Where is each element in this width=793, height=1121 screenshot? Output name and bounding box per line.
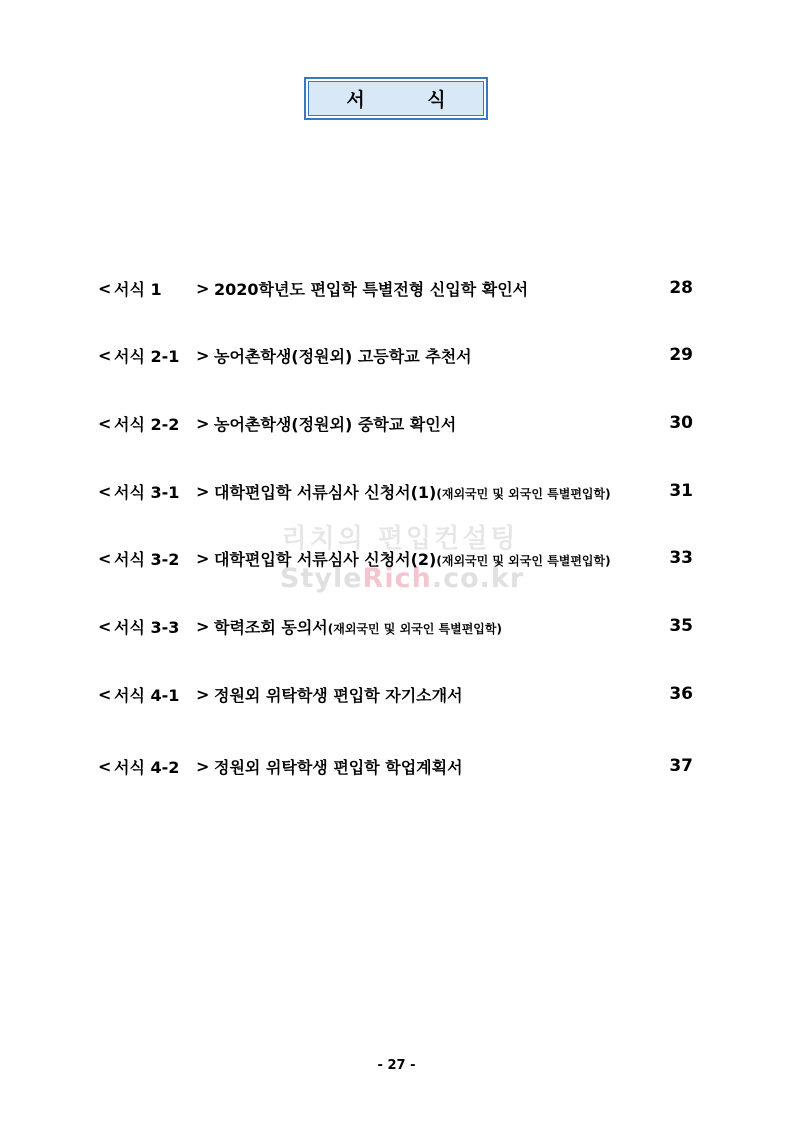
entry-label: 서식 1 <box>114 279 162 299</box>
entry-page: 36 <box>669 684 693 704</box>
section-title-box <box>304 77 488 120</box>
toc-entry[interactable]: < 서식 3-2 > 대학편입학 서류심사 신청서(2)(재외국민 및 외국인 특별편입학) 33 <box>98 548 693 569</box>
watermark-brand-c: .co.kr <box>431 563 525 594</box>
entry-label: 서식 4-1 <box>114 685 180 705</box>
watermark-brand-a: Style <box>280 563 363 594</box>
entry-title: 농어촌학생(정원외) 중학교 확인서 <box>214 414 457 434</box>
toc-entry[interactable]: < 서식 2-1 > 농어촌학생(정원외) 고등학교 추천서 29 <box>98 345 693 366</box>
entry-subtitle: (재외국민 및 외국인 특별편입학) <box>436 486 611 501</box>
entry-label: 서식 2-2 <box>114 414 180 434</box>
entry-page: 33 <box>669 548 693 568</box>
entry-label: 서식 3-3 <box>114 617 180 637</box>
entry-label: 서식 3-1 <box>114 482 180 502</box>
toc-entry[interactable]: < 서식 2-2 > 농어촌학생(정원외) 중학교 확인서 30 <box>98 413 693 434</box>
entry-label: 서식 4-2 <box>114 757 180 777</box>
section-title: 서 식 <box>308 81 484 116</box>
entry-page: 31 <box>669 481 693 501</box>
toc-entry[interactable]: < 서식 4-1 > 정원외 위탁학생 편입학 자기소개서 36 <box>98 684 693 705</box>
watermark-brand-b: Rich <box>362 563 432 594</box>
entry-subtitle: (재외국민 및 외국인 특별편입학) <box>327 621 502 636</box>
entry-page: 30 <box>669 413 693 433</box>
entry-title: 학력조회 동의서(재외국민 및 외국인 특별편입학) <box>214 617 502 637</box>
toc-entry[interactable]: < 서식 3-1 > 대학편입학 서류심사 신청서(1)(재외국민 및 외국인 특별편입학) 31 <box>98 481 693 502</box>
toc-entry[interactable]: < 서식 3-3 > 학력조회 동의서(재외국민 및 외국인 특별편입학) 35 <box>98 616 693 637</box>
watermark-text: 리치의 편입컨설팅 <box>281 524 519 554</box>
entry-page: 28 <box>669 278 693 298</box>
entry-page: 29 <box>669 345 693 365</box>
entry-title: 대학편입학 서류심사 신청서(2)(재외국민 및 외국인 특별편입학) <box>214 549 611 569</box>
toc-entry[interactable]: < 서식 4-2 > 정원외 위탁학생 편입학 학업계획서 37 <box>98 756 693 777</box>
entry-title: 2020학년도 편입학 특별전형 신입학 확인서 <box>214 279 529 299</box>
toc-entry[interactable]: < 서식 1 > 2020학년도 편입학 특별전형 신입학 확인서 28 <box>98 278 693 299</box>
entry-title: 대학편입학 서류심사 신청서(1)(재외국민 및 외국인 특별편입학) <box>214 482 611 502</box>
entry-label: 서식 3-2 <box>114 549 180 569</box>
entry-subtitle: (재외국민 및 외국인 특별편입학) <box>436 553 611 568</box>
entry-label: 서식 2-1 <box>114 346 180 366</box>
page-number: - 27 - <box>377 1058 416 1073</box>
entry-title: 정원외 위탁학생 편입학 학업계획서 <box>214 757 463 777</box>
entry-page: 37 <box>669 756 693 776</box>
entry-title: 농어촌학생(정원외) 고등학교 추천서 <box>214 346 472 366</box>
entry-title: 정원외 위탁학생 편입학 자기소개서 <box>214 685 463 705</box>
entry-page: 35 <box>669 616 693 636</box>
